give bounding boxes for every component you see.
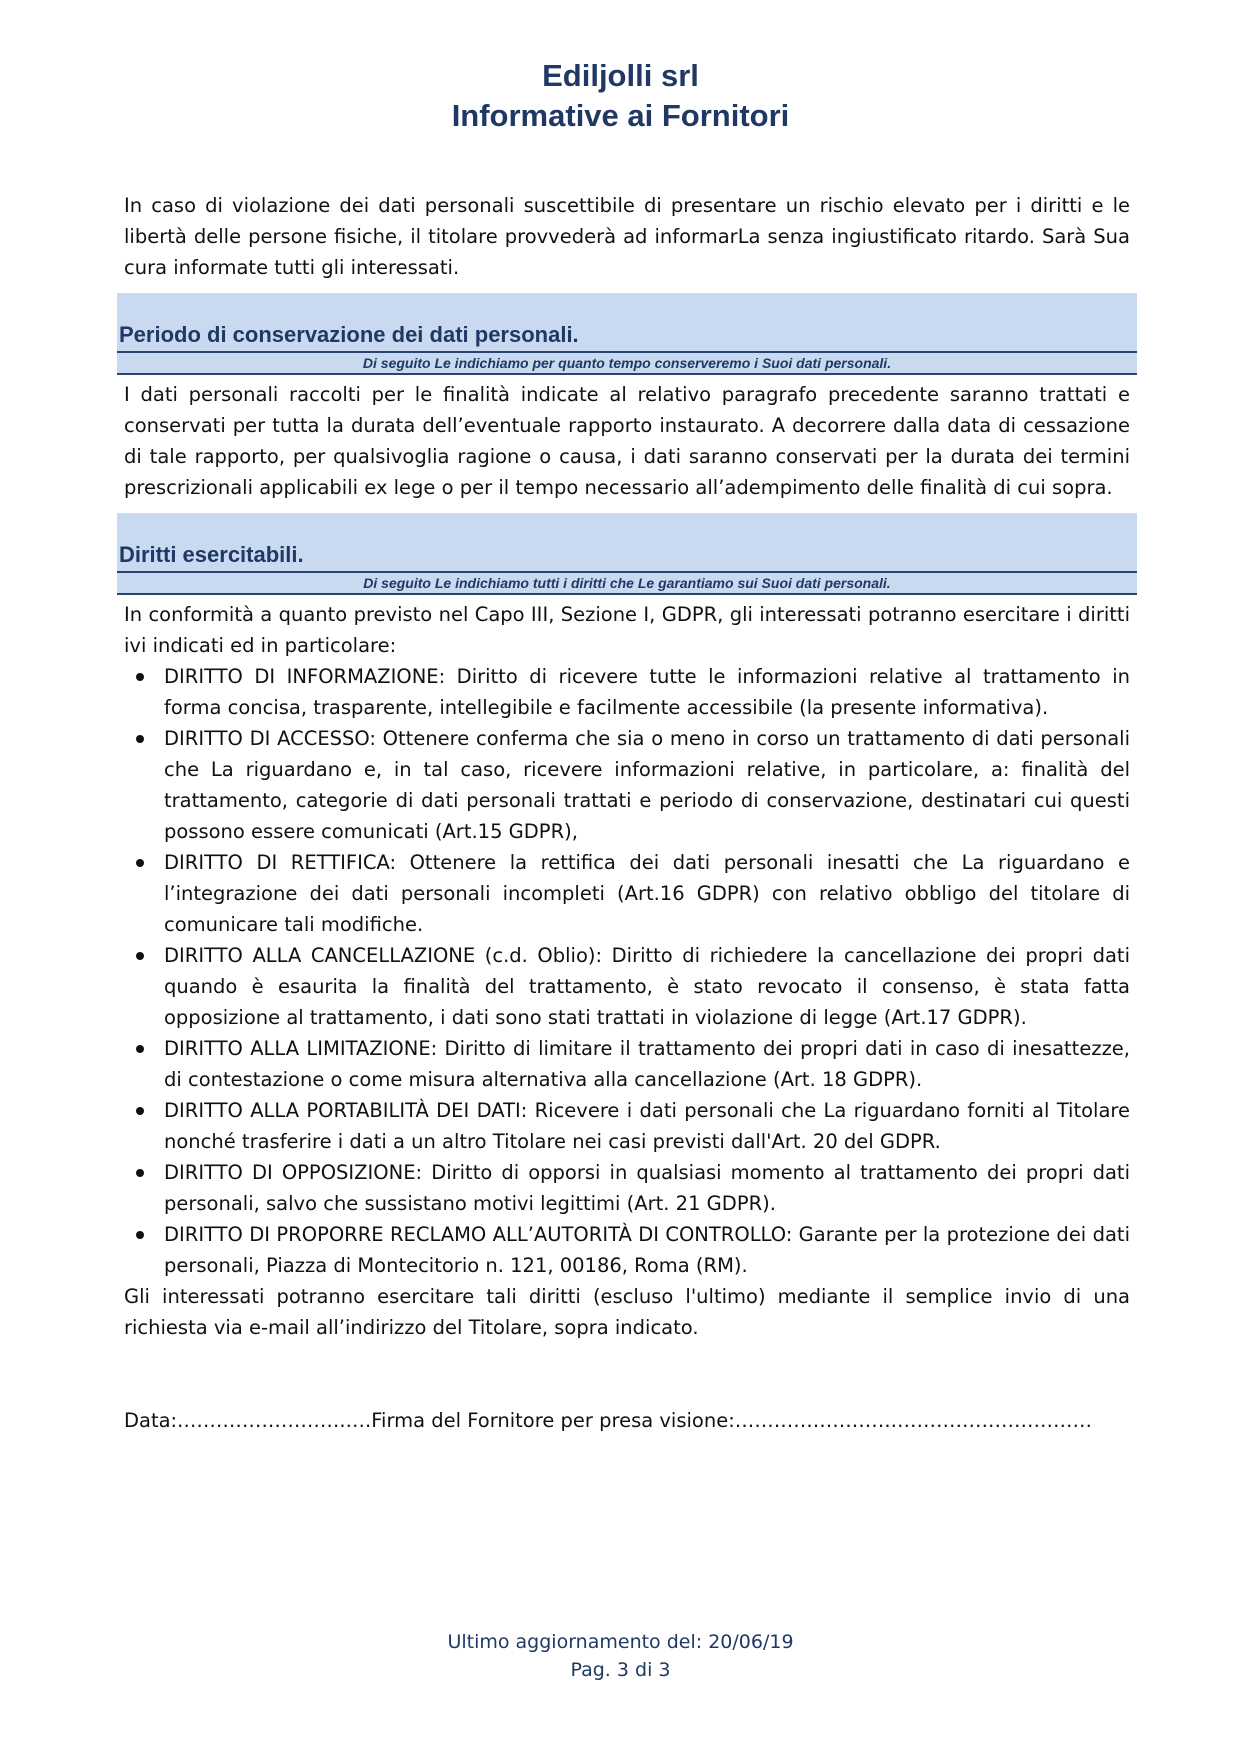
bullet-icon <box>136 673 144 681</box>
list-item <box>124 847 1130 940</box>
section-retention-title: Periodo di conservazione dei dati personali. <box>119 322 579 347</box>
bullet-icon <box>136 1107 144 1115</box>
rights-list <box>124 661 1130 1281</box>
list-item <box>124 940 1130 1033</box>
intro-paragraph: In caso di violazione dei dati personali suscettibile di presentare un rischio elevato per i diritti e le libertà delle persone fisiche, il titolare provvederà ad informarLa senza ingiustificato ritardo. Sarà Sua cura informate tutti gli interessati. <box>124 194 1130 279</box>
company-name: Ediljolli srl <box>542 58 699 93</box>
section-rights-subtitle: Di seguito Le indichiamo tutti i diritti che Le garantiamo sui Suoi dati personali. <box>117 573 1137 595</box>
section-rights <box>117 513 1137 595</box>
retention-paragraph: I dati personali raccolti per le finalità indicate al relativo paragrafo precedente saranno trattati e conservati per tutta la durata dell’eventuale rapporto instaurato. A decorrere dalla data di cessazione di tale rapporto, per qualsivoglia ragione o causa, i dati saranno conservati per la durata dei termini prescrizionali applicabili ex lege o per il tempo necessario all’adempimento delle finalità di cui sopra. <box>124 383 1130 499</box>
right-text: DIRITTO DI RETTIFICA: Ottenere la rettifica dei dati personali inesatti che La riguardano e l’integrazione dei dati personali incompleti (Art.16 GDPR) con relativo obbligo del titolare di comunicare tali modifiche. <box>164 851 1130 936</box>
bullet-icon <box>136 859 144 867</box>
bullet-icon <box>136 1045 144 1053</box>
list-item <box>124 1095 1130 1157</box>
document-title: Informative ai Fornitori <box>451 98 790 133</box>
list-item <box>124 661 1130 723</box>
list-item <box>124 1219 1130 1281</box>
rights-intro-paragraph: In conformità a quanto previsto nel Capo III, Sezione I, GDPR, gli interessati potranno esercitare i diritti ivi indicati ed in particolare: <box>124 603 1130 657</box>
section-retention-header <box>117 293 1137 353</box>
right-text: DIRITTO DI PROPORRE RECLAMO ALL’AUTORITÀ DI CONTROLLO: Garante per la protezione dei dati personali, Piazza di Montecitorio n. 121, 00186, Roma (RM). <box>164 1223 1130 1277</box>
section-rights-title: Diritti esercitabili. <box>119 542 304 567</box>
bullet-icon <box>136 952 144 960</box>
bullet-icon <box>136 735 144 743</box>
right-text: DIRITTO DI OPPOSIZIONE: Diritto di opporsi in qualsiasi momento al trattamento dei propri dati personali, salvo che sussistano motivi legittimi (Art. 21 GDPR). <box>164 1161 1130 1215</box>
document-header <box>0 56 1241 136</box>
last-updated: Ultimo aggiornamento del: 20/06/19 <box>447 1631 794 1653</box>
right-text: DIRITTO ALLA LIMITAZIONE: Diritto di limitare il trattamento dei propri dati in caso di inesattezze, di contestazione o come misura alternativa alla cancellazione (Art. 18 GDPR). <box>164 1037 1130 1091</box>
right-text: DIRITTO DI INFORMAZIONE: Diritto di ricevere tutte le informazioni relative al trattamento in forma concisa, trasparente, intellegibile e facilmente accessibile (la presente informativa). <box>164 665 1130 719</box>
page-number: Pag. 3 di 3 <box>570 1659 671 1681</box>
right-text: DIRITTO DI ACCESSO: Ottenere conferma che sia o meno in corso un trattamento di dati personali che La riguardano e, in tal caso, ricevere informazioni relative, in particolare, a: finalità del trattamento, categorie di dati personali trattati e periodo di conservazione, destinatari cui questi possono essere comunicati (Art.15 GDPR), <box>164 727 1130 843</box>
bullet-icon <box>136 1231 144 1239</box>
bullet-icon <box>136 1169 144 1177</box>
list-item <box>124 1033 1130 1095</box>
list-item <box>124 723 1130 847</box>
right-text: DIRITTO ALLA CANCELLAZIONE (c.d. Oblio): Diritto di richiedere la cancellazione dei propri dati quando è esaurita la finalità del trattamento, è stato revocato il consenso, è stata fatta opposizione al trattamento, i dati sono stati trattati in violazione di legge (Art.17 GDPR). <box>164 944 1130 1029</box>
document-body <box>119 190 1130 1436</box>
signature-line: Data:.…………………….….Firma del Fornitore per presa visione:…………………….………………………… <box>124 1409 1092 1432</box>
page-footer <box>0 1628 1241 1684</box>
section-retention-subtitle: Di seguito Le indichiamo per quanto tempo conserveremo i Suoi dati personali. <box>117 353 1137 375</box>
closing-paragraph: Gli interessati potranno esercitare tali diritti (escluso l'ultimo) mediante il semplice invio di una richiesta via e-mail all’indirizzo del Titolare, sopra indicato. <box>124 1285 1130 1339</box>
section-rights-header <box>117 513 1137 573</box>
list-item <box>124 1157 1130 1219</box>
section-retention <box>117 293 1137 375</box>
right-text: DIRITTO ALLA PORTABILITÀ DEI DATI: Ricevere i dati personali che La riguardano forniti al Titolare nonché trasferire i dati a un altro Titolare nei casi previsti dall'Art. 20 del GDPR. <box>164 1099 1130 1153</box>
